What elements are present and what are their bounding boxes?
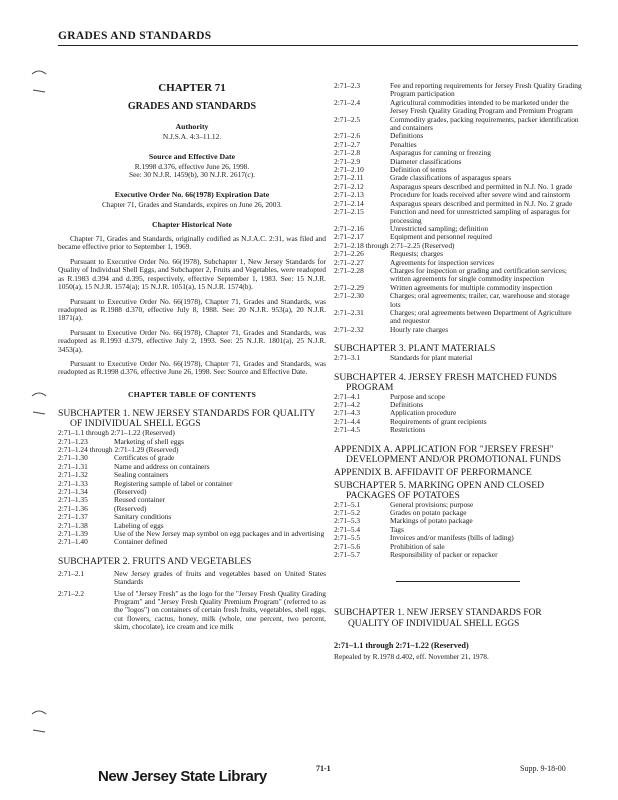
- toc-entry-number: 2:71–2.5: [334, 114, 361, 124]
- toc-entry: [334, 116, 582, 133]
- toc-entry-number: 2:71–3.1: [334, 353, 361, 363]
- toc-entry-number: 2:71–4.2: [334, 400, 361, 409]
- supplement-date: Supp. 9-18-00: [520, 764, 566, 773]
- toc-entry-number: 2:71–5.5: [334, 533, 361, 543]
- body-section-heading: 2:71–1.1 through 2:71–1.22 (Reserved): [334, 641, 469, 651]
- toc-heading: CHAPTER TABLE OF CONTENTS: [127, 389, 257, 399]
- running-head: GRADES AND STANDARDS: [58, 30, 212, 42]
- toc-entry-title: Written agreements for multiple commodity inspection: [390, 282, 553, 292]
- binder-hole-mark: [30, 66, 48, 96]
- header-rule: [58, 45, 578, 46]
- toc-entry-title: Function and need for unrestricted sampling of asparagus for processing: [390, 207, 571, 225]
- toc-entry-number: 2:71–1.23: [58, 436, 88, 446]
- toc-entry-number: 2:71–5.1: [334, 499, 361, 509]
- toc-entry-title: Markings of potato package: [390, 516, 473, 526]
- toc-entry-title: Hourly rate charges: [390, 324, 449, 334]
- toc-entry-title: Grade classifications of asparagus spears: [390, 173, 512, 183]
- toc-entry-number: 2:71–1.40: [58, 537, 88, 547]
- page-number: 71-1: [316, 764, 331, 773]
- toc-entry-title: Grades on potato package: [390, 508, 467, 518]
- chapter-number: CHAPTER 71: [158, 82, 226, 94]
- toc-entry-title: Container defined: [114, 537, 168, 547]
- toc-entry-title: (Reserved): [114, 503, 147, 513]
- toc-entry-number: 2:71–2.3: [334, 81, 361, 90]
- toc-list-sub4: [334, 393, 582, 435]
- toc-entry-title: Responsibility of packer or repacker: [390, 550, 498, 560]
- executive-order-heading: Executive Order No. 66(1978) Expiration Date: [114, 189, 270, 199]
- toc-entry-number: 2:71–2.15: [334, 207, 364, 217]
- authority-heading: Authority: [175, 121, 209, 131]
- toc-entry-number: 2:71–4.5: [334, 425, 361, 435]
- source-heading: Source and Effective Date: [148, 151, 236, 161]
- toc-entry-title: (Reserved): [114, 487, 147, 496]
- binder-hole-mark: [30, 706, 48, 736]
- toc-entry-title: Diameter classifications: [390, 156, 462, 166]
- toc-entry-number: 2:71–1.35: [58, 495, 88, 505]
- history-paragraph: Pursuant to Executive Order No. 66(1978), Chapter 71, Grades and Standards, was readopted as R.1988 d.370, effective July 8, 1988. See: 20 N.J.R. 953(a), 20 N.J.R. 1871(a).: [58, 296, 326, 323]
- toc-entry: [58, 538, 326, 546]
- source-line: R.1998 d.376, effective June 26, 1998.: [134, 162, 250, 172]
- toc-entry-title: Charges; oral agreements between Department of Agriculture and requestor: [390, 307, 572, 326]
- library-stamp: New Jersey State Library: [98, 768, 267, 785]
- toc-entry-title: Labeling of eggs: [114, 520, 164, 530]
- toc-entry-number: 2:71–5.3: [334, 516, 361, 526]
- toc-entry-number: 2:71–1.38: [58, 520, 88, 530]
- toc-entry-title: Use of the New Jersey map symbol on egg packages and in advertising: [114, 529, 325, 539]
- toc-entry-title: General provisions; purpose: [390, 499, 474, 509]
- toc-subchapter-5: SUBCHAPTER 5. MARKING OPEN AND CLOSED PACKAGES OF POTATOES: [334, 479, 545, 501]
- toc-entry-title: Tags: [390, 524, 404, 534]
- toc-entry-number: 2:71–2.17: [334, 232, 364, 242]
- toc-entry-number: 2:71–1.32: [58, 470, 88, 480]
- toc-entry-title: Name and address on containers: [114, 461, 210, 471]
- toc-entry: [334, 267, 582, 284]
- toc-entry: [58, 429, 326, 437]
- toc-entry: [334, 292, 582, 309]
- toc-entry-number: 2:71–4.4: [334, 416, 361, 426]
- left-column: [58, 82, 326, 632]
- toc-entry-number: 2:71–2.28: [334, 265, 364, 275]
- toc-list-sub1: [58, 429, 326, 547]
- toc-entry-title: 2:71–2.18 through 2:71–2.25 (Reserved): [334, 240, 455, 250]
- toc-subchapter-3: SUBCHAPTER 3. PLANT MATERIALS: [334, 343, 496, 355]
- toc-entry-title: Definitions: [390, 400, 424, 409]
- toc-entry: [334, 551, 582, 559]
- history-heading: Chapter Historical Note: [152, 219, 232, 229]
- toc-entry: [58, 590, 326, 632]
- toc-entry-number: 2:71–2.7: [334, 139, 361, 149]
- chapter-title: GRADES AND STANDARDS: [127, 101, 257, 113]
- toc-entry-number: 2:71–4.1: [334, 391, 361, 401]
- toc-entry: [58, 480, 326, 488]
- toc-entry: [58, 570, 326, 587]
- toc-entry-number: 2:71–4.3: [334, 408, 361, 418]
- toc-entry-title: Invoices and/or manifests (bills of lading): [390, 533, 514, 543]
- toc-entry: [334, 82, 582, 99]
- toc-appendix-b: APPENDIX B. AFFIDAVIT OF PERFORMANCE: [334, 466, 532, 478]
- toc-entry-title: Agreements for inspection services: [390, 257, 495, 267]
- toc-entry-number: 2:71–2.13: [334, 190, 364, 200]
- toc-entry: [58, 496, 326, 504]
- history-paragraph: Pursuant to Executive Order No. 66(1978), Chapter 71, Grades and Standards, was readopted as R.1993 d.379, effective July 2, 1993. See: 25 N.J.R. 1801(a), 25 N.J.R. 3453(a).: [58, 327, 326, 354]
- toc-entry-number: 2:71–2.6: [334, 131, 361, 141]
- toc-entry-number: 2:71–2.27: [334, 257, 364, 267]
- toc-entry-number: 2:71–5.2: [334, 508, 361, 518]
- toc-entry-title: Restrictions: [390, 425, 426, 435]
- toc-entry: [334, 401, 582, 409]
- toc-entry-number: 2:71–2.29: [334, 282, 364, 292]
- toc-entry-title: Asparagus spears described and permitted in N.J. No. 1 grade: [390, 181, 573, 191]
- toc-entry-title: 2:71–1.1 through 2:71–1.22 (Reserved): [58, 428, 175, 438]
- binder-hole-mark: [30, 388, 48, 418]
- toc-entry: [334, 208, 582, 225]
- toc-entry-number: 2:71–2.31: [334, 307, 364, 317]
- toc-entry-title: Asparagus spears described and permitted in N.J. No. 2 grade: [390, 198, 573, 208]
- toc-entry-number: 2:71–2.16: [334, 223, 364, 233]
- toc-entry-title: Charges; oral agreements; trailer, car, warehouse and storage lots: [390, 291, 570, 309]
- toc-entry-title: Prohibition of sale: [390, 541, 445, 551]
- toc-entry-title: Sealing containers: [114, 470, 169, 480]
- toc-entry-title: Definitions: [390, 131, 424, 141]
- toc-entry: [334, 418, 582, 426]
- toc-entry: [334, 242, 582, 250]
- toc-entry-title: Requirements of grant recipients: [390, 416, 487, 426]
- toc-entry-number: 2:71–2.8: [334, 148, 361, 158]
- toc-entry-number: 2:71–2.26: [334, 249, 364, 259]
- toc-entry-title: Registering sample of label or container: [114, 478, 233, 488]
- body-repeal-note: Repealed by R.1978 d.402, eff. November 21, 1978.: [334, 651, 489, 661]
- toc-entry-title: Fee and reporting requirements for Jersey Fresh Quality Grading Program participation: [390, 81, 582, 99]
- toc-entry-title: Marketing of shell eggs: [114, 436, 184, 446]
- toc-entry-title: 2:71–1.24 through 2:71–1.29 (Reserved): [58, 444, 179, 454]
- toc-entry: [334, 517, 582, 525]
- toc-entry-number: 2:71–1.33: [58, 478, 88, 488]
- toc-entry-title: Requests; charges: [390, 249, 444, 259]
- toc-entry-number: 2:71–2.12: [334, 181, 364, 191]
- history-paragraph: Pursuant to Executive Order No. 66(1978), Subchapter 1, New Jersey Standards for Quality of Individual Shell Eggs, and Subchapter 2, Fruits and Vegetables, were readopted as R.1983 d.394 and d.395, respectively, effective September 1, 1983. See: 15 N.J.R. 1050(a), 15 N.J.R. 1574(a); 15 N.J.R. 1051(a), 15 N.J.R. 1574(b).: [58, 256, 326, 292]
- toc-entry-number: 2:71–2.2: [58, 588, 85, 598]
- toc-entry-title: Use of "Jersey Fresh" as the logo for the "Jersey Fresh Quality Grading Program" and "Jersey Fresh Quality Premium Program" (referred to as the "logos") on containers of certain fresh fruits, vegetables, shell eggs, cut flowers, cactus, honey, milk (whole, one percent, two percent, skim, chocolate), ice cream and ice milk: [114, 588, 326, 632]
- toc-entry-number: 2:71–2.1: [58, 568, 85, 578]
- toc-entry-title: Penalties: [390, 139, 417, 149]
- right-column: [334, 82, 582, 661]
- toc-appendix-a: APPENDIX A. APPLICATION FOR "JERSEY FRESH" DEVELOPMENT AND/OR PROMOTIONAL FUNDS: [334, 443, 562, 465]
- toc-entry-number: 2:71–5.4: [334, 524, 361, 534]
- toc-entry: [58, 446, 326, 454]
- toc-entry: [334, 534, 582, 542]
- toc-entry-number: 2:71–2.11: [334, 173, 364, 183]
- toc-entry: [58, 488, 326, 496]
- toc-entry: [58, 530, 326, 538]
- toc-entry-number: 2:71–1.36: [58, 503, 88, 513]
- toc-entry: [58, 513, 326, 521]
- toc-entry: [334, 99, 582, 116]
- toc-entry-number: 2:71–2.10: [334, 165, 364, 175]
- toc-entry-title: Equipment and personnel required: [390, 232, 493, 242]
- toc-entry-title: Sanitary conditions: [114, 512, 172, 522]
- toc-entry: [334, 393, 582, 401]
- toc-entry-number: 2:71–2.14: [334, 198, 364, 208]
- history-paragraph: Pursuant to Executive Order No. 66(1978), Chapter 71, Grades and Standards, was readopted as R.1998 d.376, effective June 26, 1998. See: Source and Effective Date.: [58, 358, 326, 377]
- toc-entry-title: Standards for plant material: [390, 353, 473, 363]
- toc-entry-title: Procedure for loads received after severe wind and rainstorm: [390, 190, 571, 200]
- toc-entry-title: Asparagus for canning or freezing: [390, 148, 491, 158]
- toc-entry-title: Definition of terms: [390, 165, 447, 175]
- toc-entry: [334, 309, 582, 326]
- history-paragraph: Chapter 71, Grades and Standards, originally codified as N.J.A.C. 2:31, was filed and became effective prior to September 1, 1969.: [58, 234, 326, 252]
- toc-entry-title: Purpose and scope: [390, 391, 446, 401]
- toc-list-sub5: [334, 501, 582, 560]
- toc-entry-number: 2:71–1.30: [58, 453, 88, 463]
- toc-entry: [58, 505, 326, 513]
- toc-subchapter-1: SUBCHAPTER 1. NEW JERSEY STANDARDS FOR QUALITY OF INDIVIDUAL SHELL EGGS: [58, 408, 316, 430]
- toc-entry-title: New Jersey grades of fruits and vegetables based on United States Standards: [114, 568, 326, 587]
- body-subchapter-heading: SUBCHAPTER 1. NEW JERSEY STANDARDS FOR QUALITY OF INDIVIDUAL SHELL EGGS: [334, 608, 542, 630]
- toc-entry: [334, 354, 582, 362]
- toc-entry-number: 2:71–1.37: [58, 512, 88, 522]
- toc-entry-title: Reused container: [114, 495, 166, 505]
- toc-entry: [334, 426, 582, 434]
- section-divider: [396, 581, 520, 582]
- toc-entry: [334, 326, 582, 334]
- toc-entry: [334, 132, 582, 140]
- toc-entry: [58, 463, 326, 471]
- toc-entry-title: Charges for inspection or grading and certification services; written agreements for single commodity inspection: [390, 265, 567, 284]
- toc-list-sub3: [334, 354, 582, 362]
- toc-entry-number: 2:71–2.4: [334, 97, 361, 107]
- toc-list-sub2-left: [58, 570, 326, 632]
- toc-entry-number: 2:71–2.32: [334, 324, 364, 334]
- authority-text: N.J.S.A. 4:3–11.12.: [162, 132, 222, 142]
- toc-entry-number: 2:71–1.31: [58, 461, 88, 471]
- toc-entry: [334, 158, 582, 166]
- toc-entry-title: Commodity grades, packing requirements, packer identification and containers: [390, 114, 579, 133]
- toc-entry-number: 2:71–1.39: [58, 529, 88, 539]
- source-line: See: 30 N.J.R. 1459(b), 30 N.J.R. 2617(c).: [128, 170, 256, 180]
- executive-order-text: Chapter 71, Grades and Standards, expires on June 26, 2003.: [101, 200, 282, 210]
- toc-list-sub2-right: [334, 82, 582, 334]
- toc-entry-title: Certificates of grade: [114, 453, 175, 463]
- toc-entry-title: Agricultural commodities intended to be marketed under the Jersey Fresh Quality Grading Program and Premium Program: [390, 97, 573, 116]
- toc-entry-number: 2:71–5.7: [334, 550, 361, 560]
- toc-entry-number: 2:71–2.9: [334, 156, 361, 166]
- toc-entry-title: Application procedure: [390, 408, 457, 418]
- toc-subchapter-4: SUBCHAPTER 4. JERSEY FRESH MATCHED FUNDS PROGRAM: [334, 371, 558, 393]
- toc-entry-number: 2:71–2.30: [334, 291, 364, 301]
- toc-entry-number: 2:71–1.34: [58, 487, 88, 496]
- toc-entry-number: 2:71–5.6: [334, 541, 361, 551]
- toc-entry-title: Unrestricted sampling; definition: [390, 223, 489, 233]
- toc-subchapter-2: SUBCHAPTER 2. FRUITS AND VEGETABLES: [58, 555, 252, 567]
